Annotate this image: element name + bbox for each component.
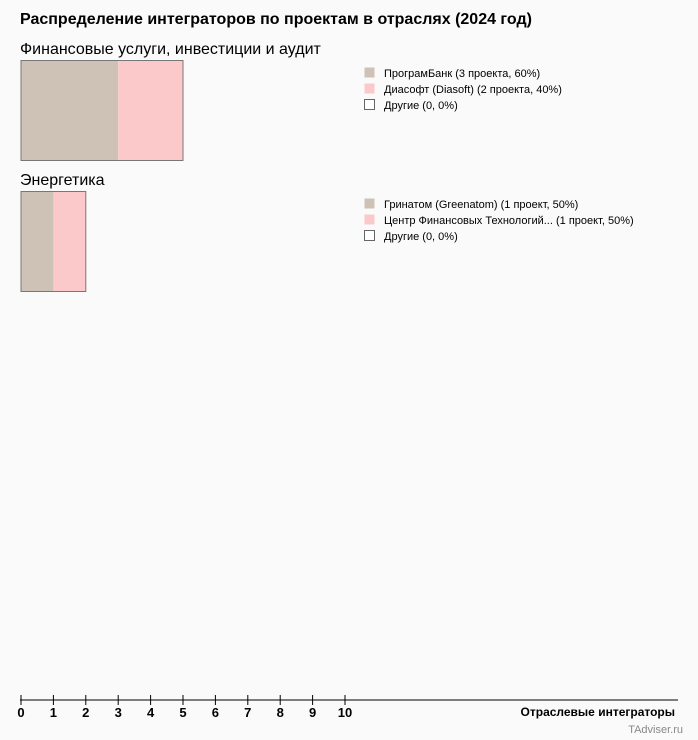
x-axis (17, 695, 678, 720)
bar-segment (21, 191, 53, 292)
legend-entry: Центр Финансовых Технологий... (1 проект, 50%) (384, 215, 634, 227)
x-tick-label: 7 (244, 705, 252, 720)
chart-title: Распределение интеграторов по проектам в отраслях (2024 год) (20, 11, 532, 28)
legend-entry: ПрограмБанк (3 проекта, 60%) (384, 68, 541, 80)
x-tick-label: 1 (49, 705, 58, 720)
legend-swatch (365, 84, 375, 94)
legend-entry: Диасофт (Diasoft) (2 проекта, 40%) (384, 84, 562, 96)
legend-swatch (365, 215, 375, 225)
legend-entry: Другие (0, 0%) (384, 231, 458, 243)
x-tick-label: 3 (114, 705, 122, 720)
bar-segment (118, 60, 183, 161)
chart-groups (20, 41, 634, 292)
x-tick-label: 8 (276, 705, 284, 720)
x-tick-label: 4 (146, 705, 155, 720)
legend-swatch (365, 231, 375, 241)
legend-entry: Гринатом (Greenatom) (1 проект, 50%) (384, 199, 579, 211)
bar-segment (21, 60, 118, 161)
group-label: Энергетика (20, 172, 105, 189)
legend-swatch (365, 100, 375, 110)
legend-swatch (365, 68, 375, 78)
x-tick-label: 2 (82, 705, 90, 720)
group-label: Финансовые услуги, инвестиции и аудит (20, 41, 321, 58)
x-tick-label: 5 (179, 705, 187, 720)
x-axis-ticks (17, 695, 352, 720)
bar-segment (53, 191, 85, 292)
x-tick-label: 10 (337, 705, 353, 720)
x-tick-label: 9 (308, 705, 317, 720)
legend-swatch (365, 199, 375, 209)
x-tick-label: 0 (17, 705, 25, 720)
credit-label: TAdviser.ru (628, 724, 683, 736)
legend-entry: Другие (0, 0%) (384, 100, 458, 112)
x-tick-label: 6 (211, 705, 220, 720)
industry-group (20, 172, 634, 292)
industry-group (20, 41, 562, 161)
x-axis-label: Отраслевые интеграторы (520, 705, 675, 719)
